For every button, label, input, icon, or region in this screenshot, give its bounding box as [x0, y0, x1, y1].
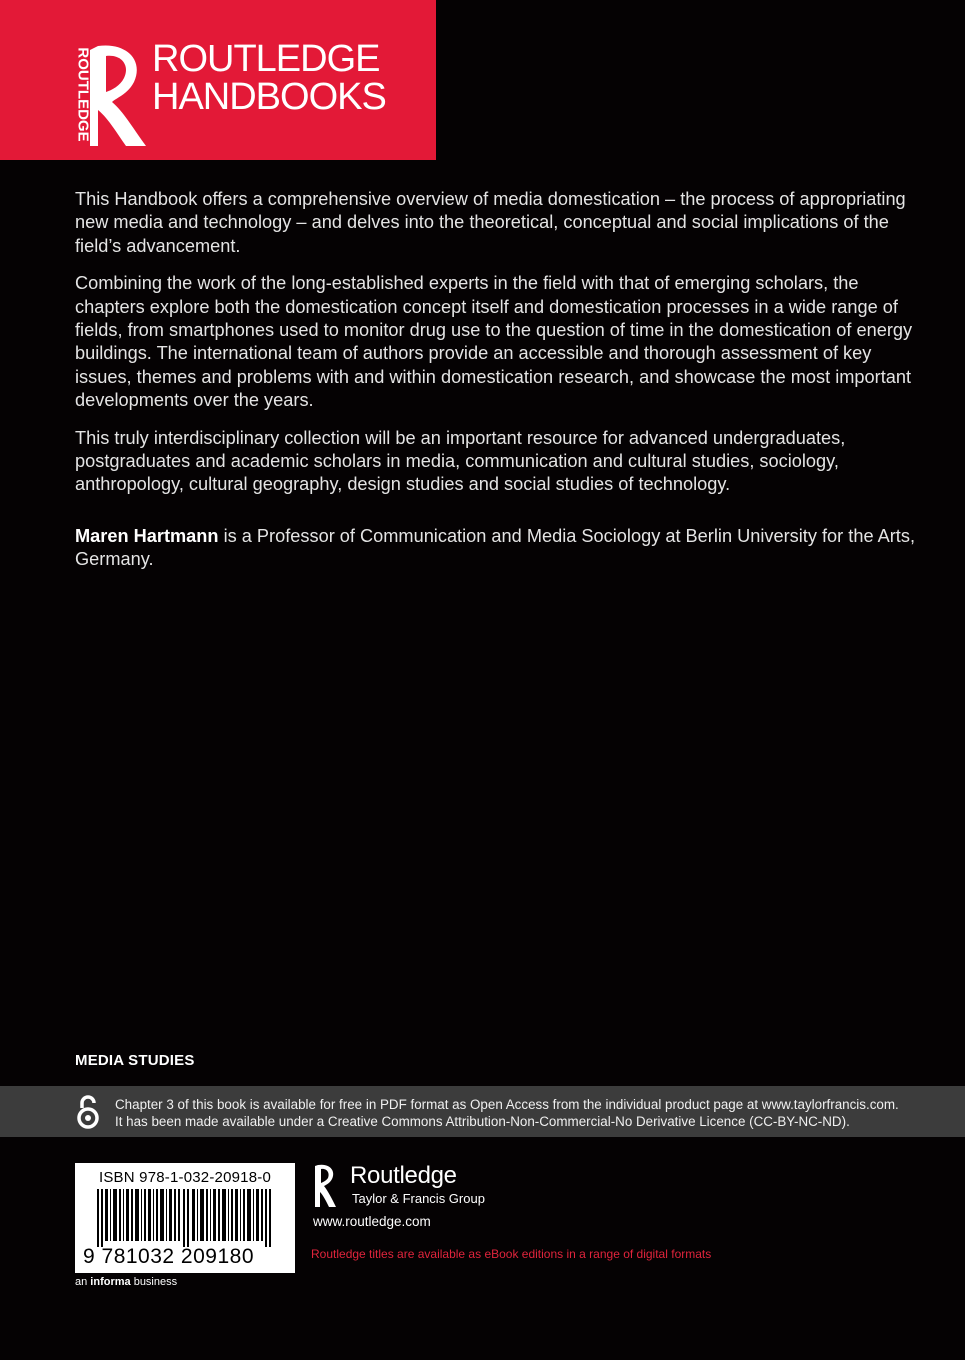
informa-suffix: business: [130, 1276, 178, 1288]
open-access-line-1: Chapter 3 of this book is available for free in PDF format as Open Access from the individual product page at www.taylorfrancis.com.: [115, 1097, 899, 1112]
isbn-number: ISBN 978-1-032-20918-0: [98, 1169, 271, 1186]
informa-prefix: an: [75, 1276, 91, 1288]
description-paragraph-2: Combining the work of the long-established experts in the field with that of emerging scholars, the chapters explore both the domestication concept itself and domestication processes in a wide range of fields, from smartphones used to monitor drug use to the question of time in the domestication of energy buildings. The international team of authors provide an accessible and thorough assessment of key issues, themes and problems with and within domestication research, and showcase the most important developments over the years.: [75, 273, 913, 411]
book-description: [75, 188, 915, 511]
informa-brand: informa: [90, 1276, 131, 1288]
barcode-digits: 9 781032 209180: [83, 1245, 254, 1268]
description-paragraph-3: This truly interdisciplinary collection will be an important resource for advanced undergraduates, postgraduates and academic scholars in media, communication and cultural studies, sociology, anthropology, cultural geography, design studies and social studies of technology.: [75, 427, 846, 495]
description-paragraph-1: This Handbook offers a comprehensive overview of media domestication – the process of appropriating new media and technology – and delves into the theoretical, conceptual and social implications of the field’s advancement.: [75, 189, 906, 256]
series-title: [152, 40, 386, 116]
publisher-group: Taylor & Francis Group: [352, 1191, 485, 1206]
series-banner: [0, 0, 436, 160]
publisher-url: www.routledge.com: [313, 1214, 431, 1229]
publisher-name: Routledge: [350, 1162, 457, 1189]
author-bio-text: is a Professor of Communication and Media Sociology at Berlin University for the Arts, Germany.: [75, 526, 915, 570]
author-name: Maren Hartmann: [75, 526, 219, 546]
ebook-availability-note: Routledge titles are available as eBook editions in a range of digital formats: [311, 1247, 712, 1261]
logo-vertical-text: ROUTLEDGE: [74, 47, 92, 142]
series-title-line2: HANDBOOKS: [152, 76, 386, 118]
author-bio: [75, 525, 915, 572]
barcode-bars-icon: [97, 1189, 277, 1247]
open-access-icon: [74, 1094, 102, 1130]
routledge-publisher-logo-icon: [312, 1163, 336, 1209]
open-access-text: [115, 1096, 955, 1130]
informa-business: [75, 1276, 177, 1288]
isbn-barcode: [75, 1163, 295, 1273]
series-title-line1: ROUTLEDGE: [152, 38, 380, 80]
subject-category: MEDIA STUDIES: [75, 1052, 195, 1069]
open-access-line-2: It has been made available under a Creative Commons Attribution-Non-Commercial-No Derivative Licence (CC-BY-NC-ND).: [115, 1114, 850, 1129]
open-access-bar: [0, 1086, 965, 1137]
